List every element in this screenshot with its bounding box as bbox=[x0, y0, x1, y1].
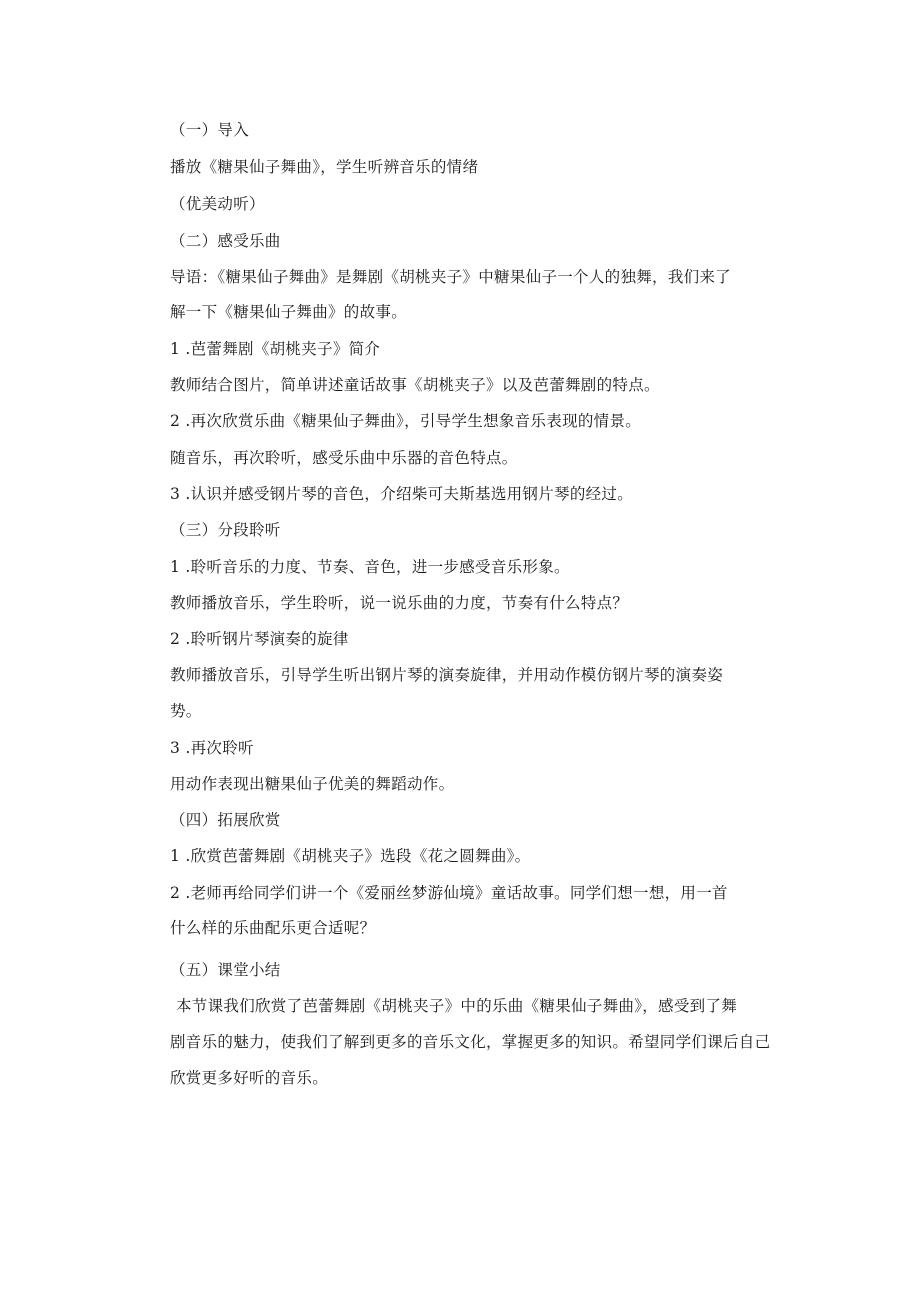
paragraph-teacher-play: 教师播放音乐，学生聆听，说一说乐曲的力度，节奏有什么特点？ bbox=[170, 594, 629, 612]
list-item-segment-2: 2 .聆听钢片琴演奏的旋律 bbox=[170, 630, 349, 648]
list-item-segment-1: 1 .聆听音乐的力度、节奏、音色，进一步感受音乐形象。 bbox=[170, 558, 570, 576]
paragraph-play-music: 播放《糖果仙子舞曲》，学生听辨音乐的情绪 bbox=[170, 158, 479, 176]
paragraph-summary-line-2: 剧音乐的魅力，使我们了解到更多的音乐文化，掌握更多的知识。希望同学们课后自己 bbox=[170, 1033, 771, 1051]
section-heading-summary: （五）课堂小结 bbox=[170, 961, 281, 979]
list-item-1: 1 .芭蕾舞剧《胡桃夹子》简介 bbox=[170, 340, 381, 358]
paragraph-summary-line-3: 欣赏更多好听的音乐。 bbox=[170, 1069, 329, 1087]
list-item-extension-1: 1 .欣赏芭蕾舞剧《胡桃夹子》选段《花之圆舞曲》。 bbox=[170, 847, 531, 865]
paragraph-teacher-pictures: 教师结合图片，简单讲述童话故事《胡桃夹子》以及芭蕾舞剧的特点。 bbox=[170, 376, 660, 394]
paragraph-listen-again: 随音乐，再次聆听，感受乐曲中乐器的音色特点。 bbox=[170, 449, 518, 467]
paragraph-intro-line-1: 导语：《糖果仙子舞曲》是舞剧《胡桃夹子》中糖果仙子一个人的独舞，我们来了 bbox=[170, 268, 732, 286]
paragraph-intro-line-2: 解一下《糖果仙子舞曲》的故事。 bbox=[170, 303, 408, 321]
paragraph-summary-line-1: 本节课我们欣赏了芭蕾舞剧《胡桃夹子》中的乐曲《糖果仙子舞曲》，感受到了舞 bbox=[176, 997, 738, 1015]
paragraph-celesta-line-1: 教师播放音乐，引导学生听出钢片琴的演奏旋律，并用动作模仿钢片琴的演奏姿 bbox=[170, 666, 724, 684]
list-item-3: 3 .认识并感受钢片琴的音色，介绍柴可夫斯基选用钢片琴的经过。 bbox=[170, 485, 634, 503]
paragraph-celesta-line-2: 势。 bbox=[170, 702, 202, 720]
section-heading-segment-listening: （三）分段聆听 bbox=[170, 521, 281, 539]
section-heading-intro: （一）导入 bbox=[170, 121, 250, 139]
paragraph-dance-moves: 用动作表现出糖果仙子优美的舞蹈动作。 bbox=[170, 775, 455, 793]
paragraph-mood: （优美动听） bbox=[170, 195, 265, 213]
list-item-extension-2-line-1: 2 .老师再给同学们讲一个《爱丽丝梦游仙境》童话故事。同学们想一想，用一首 bbox=[170, 884, 728, 902]
list-item-2: 2 .再次欣赏乐曲《糖果仙子舞曲》，引导学生想象音乐表现的情景。 bbox=[170, 412, 642, 430]
section-heading-extension: （四）拓展欣赏 bbox=[170, 811, 281, 829]
list-item-extension-2-line-2: 什么样的乐曲配乐更合适呢？ bbox=[170, 919, 376, 937]
list-item-segment-3: 3 .再次聆听 bbox=[170, 739, 254, 757]
section-heading-feel-music: （二）感受乐曲 bbox=[170, 232, 281, 250]
